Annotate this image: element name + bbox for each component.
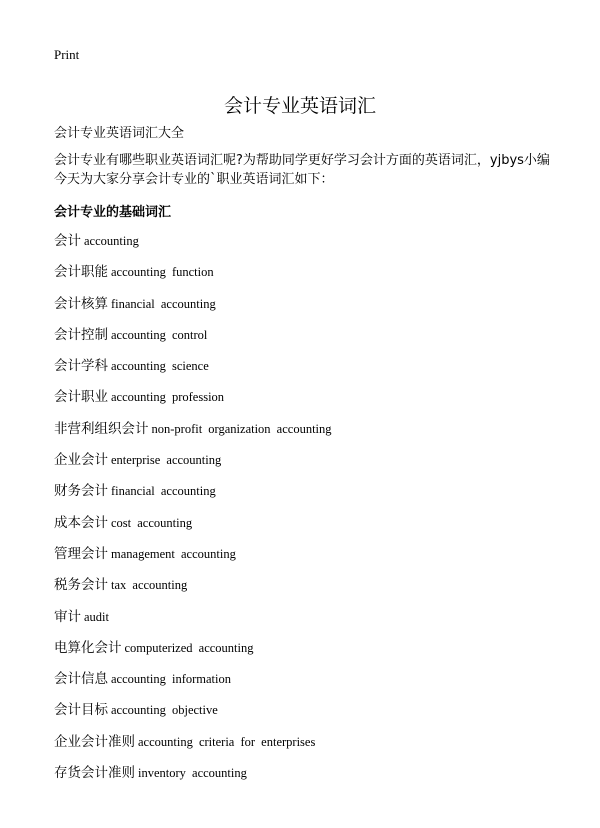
list-item [54, 636, 574, 667]
term-english: cost accounting [111, 515, 193, 530]
list-item [54, 229, 574, 260]
term-chinese: 会计目标 [54, 702, 108, 719]
term-chinese: 财务会计 [54, 483, 108, 500]
term-english: accounting control [111, 327, 208, 342]
term-english: computerized accounting [124, 640, 254, 655]
term-english: audit [84, 609, 109, 624]
article-subtitle: 会计专业英语词汇大全 [54, 126, 185, 141]
term-english: inventory accounting [138, 766, 247, 781]
term-chinese: 非营利组织会计 [54, 420, 149, 437]
term-english: accounting science [111, 359, 209, 374]
list-item [54, 292, 574, 323]
term-chinese: 企业会计 [54, 452, 108, 469]
term-chinese: 会计学科 [54, 358, 108, 375]
term-chinese: 会计职业 [54, 389, 108, 406]
list-item [54, 573, 574, 604]
list-item [54, 385, 574, 416]
list-item [54, 448, 574, 479]
list-item [54, 323, 574, 354]
term-chinese: 会计核算 [54, 295, 108, 312]
page-title: 会计专业英语词汇 [223, 94, 376, 117]
list-item [54, 260, 574, 291]
term-english: non-profit organization accounting [151, 421, 332, 436]
term-chinese: 管理会计 [54, 545, 108, 562]
term-english: accounting objective [111, 703, 218, 718]
term-english: accounting profession [111, 390, 225, 405]
list-item [54, 479, 574, 510]
term-english: accounting criteria for enterprises [138, 734, 316, 749]
term-chinese: 会计信息 [54, 671, 108, 688]
term-chinese: 成本会计 [54, 514, 108, 531]
term-chinese: 会计 [54, 233, 81, 249]
list-item [54, 605, 574, 636]
list-item [54, 417, 574, 448]
term-english: enterprise accounting [111, 453, 222, 468]
intro-paragraph: 会计专业有哪些职业英语词汇呢?为帮助同学更好学习会计方面的英语词汇，yjbys小编今天为大家分享会计专业的`职业英语词汇如下： [54, 153, 550, 187]
list-item [54, 511, 574, 542]
list-item [54, 667, 574, 698]
list-item [54, 542, 574, 573]
print-link[interactable]: Print [54, 47, 80, 62]
term-chinese: 企业会计准则 [54, 733, 135, 750]
list-item [54, 761, 574, 792]
section-heading: 会计专业的基础词汇 [54, 205, 172, 220]
term-english: accounting function [111, 265, 214, 280]
term-english: accounting [84, 234, 139, 248]
term-chinese: 电算化会计 [54, 639, 122, 656]
list-item [54, 730, 574, 761]
term-english: management accounting [111, 546, 236, 561]
term-english: financial accounting [111, 296, 216, 311]
term-chinese: 存货会计准则 [54, 765, 135, 782]
term-chinese: 税务会计 [54, 577, 108, 594]
list-item [54, 698, 574, 729]
term-chinese: 会计职能 [54, 264, 108, 281]
list-item [54, 354, 574, 385]
term-list [54, 229, 574, 792]
term-english: accounting information [111, 672, 231, 687]
term-english: financial accounting [111, 484, 216, 499]
term-english: tax accounting [111, 578, 188, 593]
term-chinese: 审计 [54, 608, 81, 625]
term-chinese: 会计控制 [54, 326, 108, 343]
